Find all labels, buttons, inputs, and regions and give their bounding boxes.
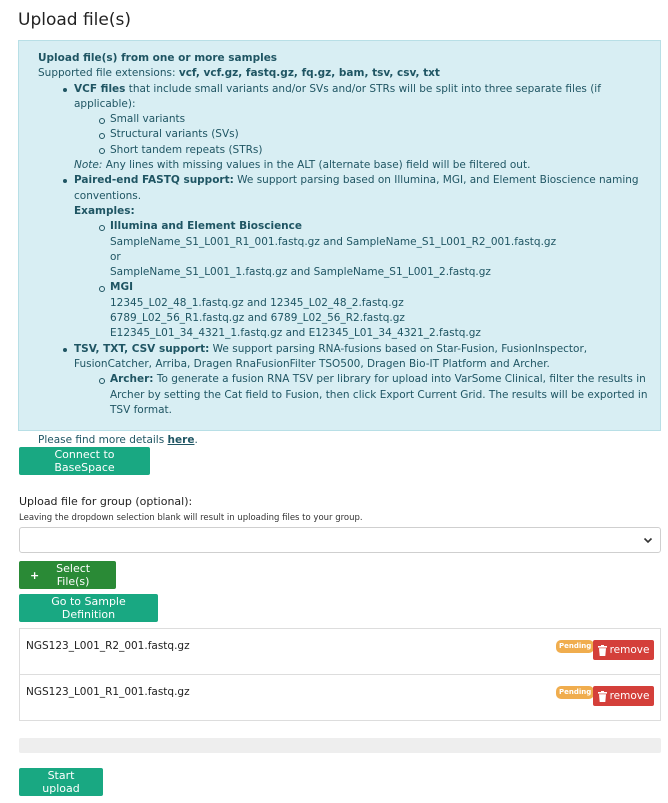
vcf-item-sv: Structural variants (SVs) bbox=[74, 127, 660, 142]
remove-button[interactable] bbox=[593, 640, 654, 660]
archer-label: Archer: bbox=[110, 373, 154, 386]
fastq-examples bbox=[74, 219, 660, 341]
status-badge: Pending bbox=[556, 686, 594, 699]
note-text: Any lines with missing values in the ALT (alternate base) field will be filtered out. bbox=[102, 159, 531, 172]
extensions-list: vcf, vcf.gz, fastq.gz, fq.gz, bam, tsv, csv, txt bbox=[178, 67, 440, 80]
page-title: Upload file(s) bbox=[18, 10, 131, 30]
trash-icon bbox=[598, 691, 607, 702]
group-label: Upload file for group (optional): bbox=[19, 495, 193, 508]
remove-button[interactable] bbox=[593, 686, 654, 706]
remove-label: remove bbox=[609, 644, 650, 656]
tsv-sublist bbox=[74, 372, 660, 418]
mgi-label: MGI bbox=[110, 281, 133, 294]
info-panel bbox=[18, 40, 661, 447]
group-select[interactable] bbox=[19, 527, 661, 553]
start-upload-button[interactable]: Start upload bbox=[19, 768, 103, 796]
go-to-sample-definition-button[interactable]: Go to Sample Definition bbox=[19, 594, 158, 622]
file-row bbox=[20, 629, 660, 675]
vcf-item-small: Small variants bbox=[74, 112, 660, 127]
file-list bbox=[19, 628, 661, 721]
vcf-label: VCF files bbox=[74, 82, 126, 95]
fastq-text: We support parsing based on Illumina, MGI, and Element Bioscience naming conventions. bbox=[74, 174, 639, 202]
file-name: NGS123_L001_R1_001.fastq.gz bbox=[26, 686, 190, 698]
illumina-line-2: SampleName_S1_L001_1.fastq.gz and SampleName_S1_L001_2.fastq.gz bbox=[110, 266, 491, 279]
group-hint: Leaving the dropdown selection blank will result in uploading files to your group. bbox=[19, 513, 363, 523]
details-suffix: . bbox=[194, 434, 198, 447]
tsv-section bbox=[38, 342, 660, 418]
fastq-section bbox=[38, 173, 660, 341]
archer-item bbox=[74, 372, 660, 418]
mgi-example bbox=[74, 280, 660, 341]
connect-basespace-button[interactable]: Connect to BaseSpace bbox=[19, 447, 150, 475]
vcf-sublist bbox=[74, 112, 660, 158]
select-files-button[interactable] bbox=[19, 561, 116, 589]
illumina-label: Illumina and Element Bioscience bbox=[110, 220, 303, 233]
mgi-line-1: 12345_L02_48_1.fastq.gz and 12345_L02_48_2.fastq.gz bbox=[110, 296, 404, 309]
illumina-line-1: SampleName_S1_L001_R1_001.fastq.gz and SampleName_S1_L001_R2_001.fastq.gz bbox=[110, 235, 557, 248]
archer-text: To generate a fusion RNA TSV per library for upload into VarSome Clinical, filter the results in Archer by setting the Cat field to Fusion, then click Export Current Grid. The results will be exported in TSV format. bbox=[110, 373, 648, 416]
info-list bbox=[38, 82, 660, 419]
vcf-item-str: Short tandem repeats (STRs) bbox=[74, 143, 660, 158]
fastq-label: Paired-end FASTQ support: bbox=[74, 174, 234, 187]
examples-label: Examples: bbox=[74, 204, 135, 217]
status-badge: Pending bbox=[556, 640, 594, 653]
select-files-label: Select File(s) bbox=[56, 562, 91, 588]
vcf-note bbox=[74, 158, 660, 173]
tsv-text: We support parsing RNA-fusions based on Star-Fusion, FusionInspector, FusionCatcher, Arriba, Dragen RnaFusionFilter TSO500, Dragen Bio-IT Platform and Archer. bbox=[74, 342, 588, 370]
mgi-line-3: E12345_L01_34_4321_1.fastq.gz and E12345_L01_34_4321_2.fastq.gz bbox=[110, 327, 481, 340]
file-row bbox=[20, 675, 660, 721]
tsv-label: TSV, TXT, CSV support: bbox=[74, 342, 210, 355]
info-heading: Upload file(s) from one or more samples bbox=[38, 52, 278, 64]
note-label: Note: bbox=[74, 159, 103, 172]
supported-extensions bbox=[38, 66, 660, 81]
details-link[interactable]: here bbox=[167, 434, 195, 447]
details-prefix: Please find more details bbox=[38, 434, 168, 447]
chevron-down-icon bbox=[642, 534, 654, 546]
remove-label: remove bbox=[609, 690, 650, 702]
vcf-section bbox=[38, 82, 660, 174]
illumina-example bbox=[74, 219, 660, 280]
upload-progress-bar bbox=[19, 738, 661, 753]
file-name: NGS123_L001_R2_001.fastq.gz bbox=[26, 640, 190, 652]
mgi-line-2: 6789_L02_56_R1.fastq.gz and 6789_L02_56_R2.fastq.gz bbox=[110, 312, 405, 325]
vcf-text: that include small variants and/or SVs and/or STRs will be split into three separate files (if applicable): bbox=[74, 82, 601, 110]
plus-icon: + bbox=[30, 568, 40, 582]
illumina-or: or bbox=[110, 250, 121, 263]
extensions-prefix: Supported file extensions: bbox=[38, 67, 179, 80]
trash-icon bbox=[598, 645, 607, 656]
